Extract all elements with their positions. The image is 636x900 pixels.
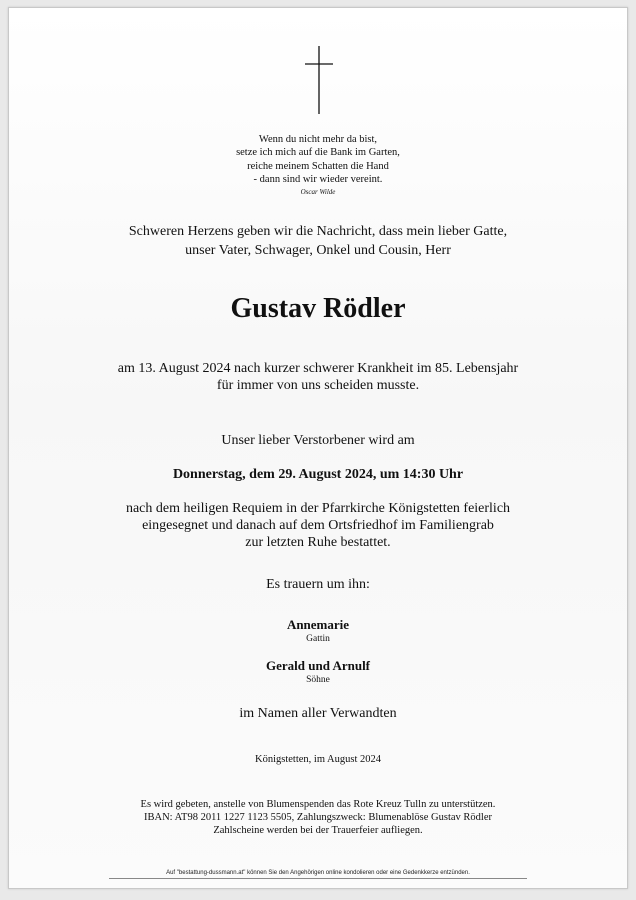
mourner-name: Gerald und Arnulf (265, 658, 371, 673)
death-line: am 13. August 2024 nach kurzer schwerer Krankheit im 85. Lebensjahr (117, 361, 519, 376)
mourner-entry (9, 658, 627, 686)
mourner-role: Gattin (306, 634, 330, 644)
obituary-sheet (8, 7, 628, 889)
funeral-date: Donnerstag, dem 29. August 2024, um 14:30 Uhr (172, 467, 464, 482)
quote-line: setze ich mich auf die Bank im Garten, (236, 147, 400, 159)
mourner-name: Annemarie (286, 617, 350, 632)
funeral-line: zur letzten Ruhe bestattet. (245, 535, 391, 550)
funeral-line: eingesegnet und danach auf dem Ortsfriedhof im Familiengrab (142, 518, 494, 533)
donation-note (9, 798, 627, 837)
quote-line: reiche meinem Schatten die Hand (247, 160, 389, 172)
funeral-intro: Unser lieber Verstorbener wird am (221, 433, 415, 448)
quote-line: Wenn du nicht mehr da bist, (258, 134, 378, 145)
relatives-line: im Namen aller Verwandten (239, 706, 397, 721)
poem-quote (9, 133, 627, 198)
footer-divider (109, 878, 527, 879)
funeral-details (9, 500, 627, 551)
intro-line: unser Vater, Schwager, Onkel und Cousin, Herr (185, 243, 451, 258)
death-notice (9, 360, 627, 394)
donation-line: Es wird gebeten, anstelle von Blumenspenden das Rote Kreuz Tulln zu unterstützen. (140, 799, 496, 810)
death-line: für immer von uns scheiden musste. (216, 378, 420, 393)
announcement-intro (9, 222, 627, 260)
quote-line: - dann sind wir wieder vereint. (253, 173, 383, 185)
deceased-name: Gustav Rödler (230, 293, 406, 324)
cross-icon (305, 46, 333, 114)
condolence-footer: Auf "bestattung-dussmann.at" können Sie den Angehörigen online kondolieren oder eine Gedenkkerze entzünden. (166, 870, 470, 876)
mourners-intro: Es trauern um ihn: (266, 577, 370, 592)
intro-line: Schweren Herzens geben wir die Nachricht, dass mein lieber Gatte, (128, 224, 508, 239)
place-date: Königstetten, im August 2024 (255, 754, 381, 765)
mourner-entry (9, 617, 627, 645)
funeral-line: nach dem heiligen Requiem in der Pfarrkirche Königstetten feierlich (125, 501, 511, 516)
donation-line: IBAN: AT98 2011 1227 1123 5505, Zahlungszweck: Blumenablöse Gustav Rödler (143, 812, 492, 823)
donation-line: Zahlscheine werden bei der Trauerfeier aufliegen. (213, 825, 423, 836)
mourner-role: Söhne (306, 675, 330, 685)
quote-author: Oscar Wilde (300, 188, 336, 197)
